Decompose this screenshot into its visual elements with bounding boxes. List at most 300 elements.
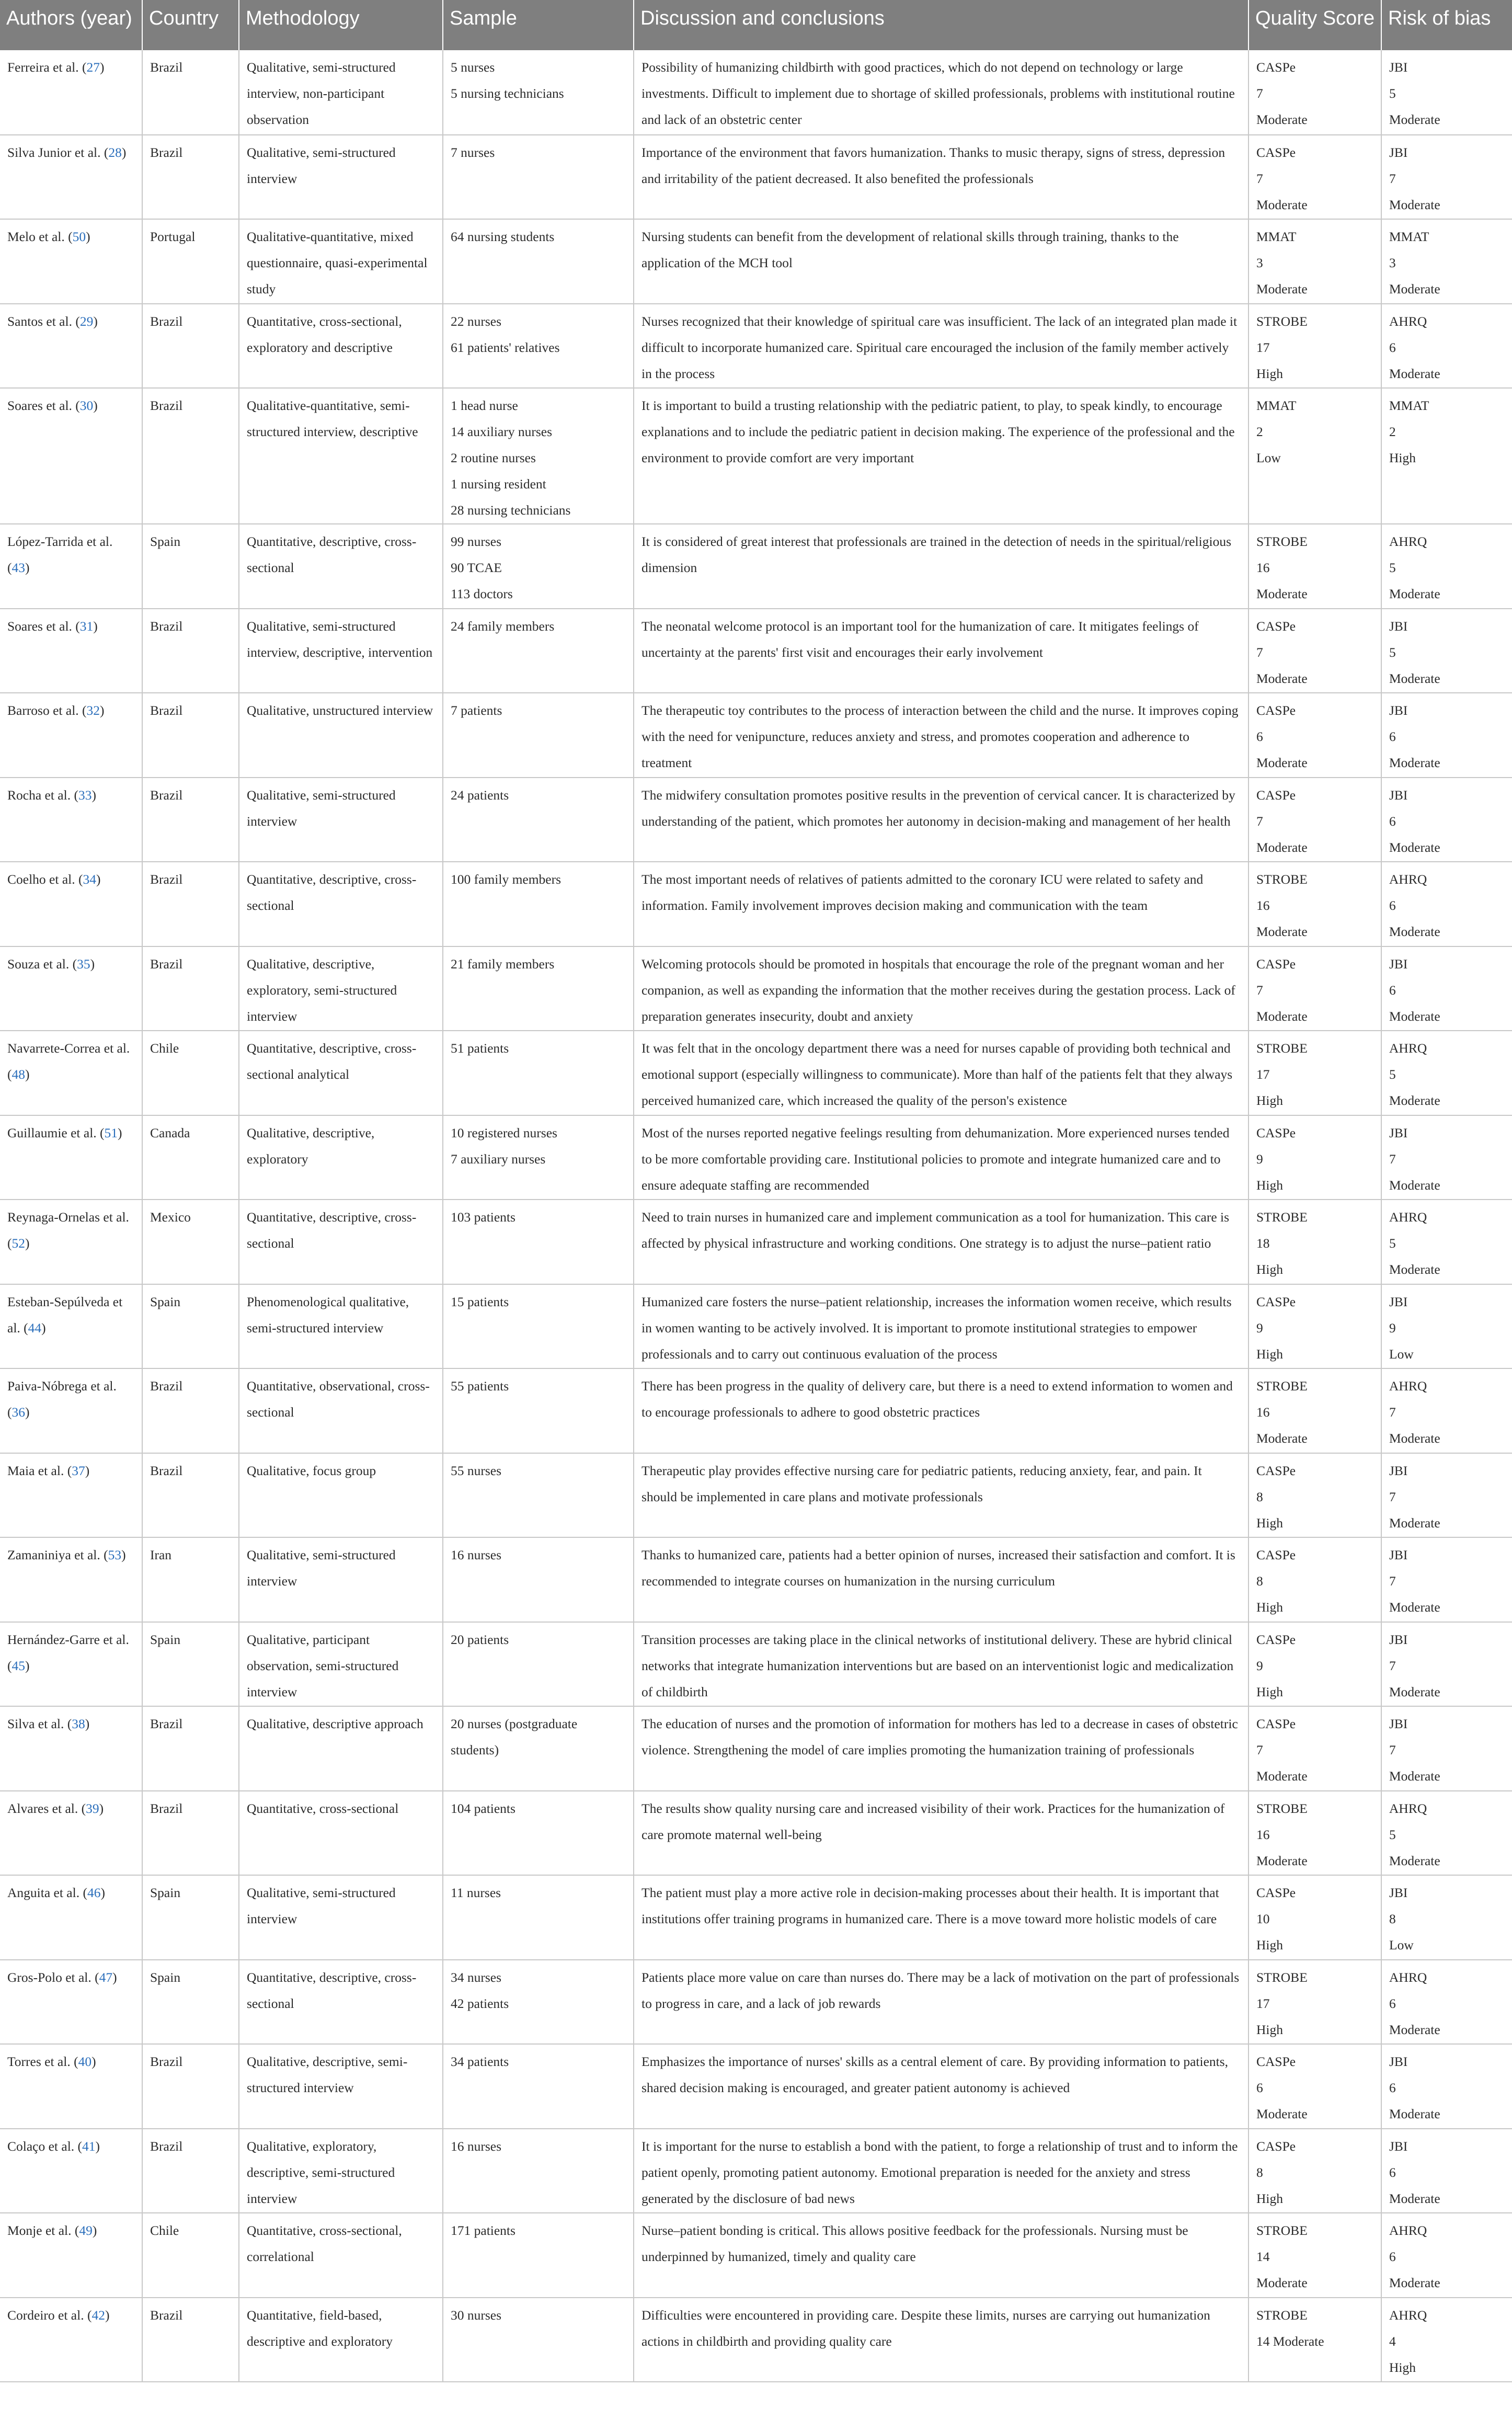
country-cell: Iran: [142, 1537, 239, 1622]
table-row: [0, 1960, 1512, 2045]
country-cell: Chile: [142, 2213, 239, 2298]
discussion-cell: It is important to build a trusting relationship with the pediatric patient, to play, to speak kindly, to encourage explanations and to include the pediatric patient in decision making. The experience of the professional and the environment to provide comfort are very important: [634, 388, 1248, 524]
sample-cell: 16 nurses: [443, 1537, 634, 1622]
discussion-cell: There has been progress in the quality of delivery care, but there is a need to extend information to women and to encourage professionals to adhere to good obstetric practices: [634, 1368, 1248, 1453]
discussion-cell: Need to train nurses in humanized care and implement communication as a tool for humanization. This care is affected by physical infrastructure and working conditions. One strategy is to adjust the nurse–patient ratio: [634, 1200, 1248, 1284]
sample-cell: 22 nurses 61 patients' relatives: [443, 304, 634, 389]
author-close-paren: ): [121, 1547, 126, 1562]
discussion-cell: The midwifery consultation promotes positive results in the prevention of cervical cancer. It is characterized by understanding of the patient, which promotes her autonomy in decision-making and management of her health: [634, 778, 1248, 862]
table-row: [0, 135, 1512, 220]
sample-cell: 24 patients: [443, 778, 634, 862]
author-name: Cordeiro et al. (: [7, 2307, 92, 2323]
table-row: [0, 304, 1512, 389]
author-close-paren: ): [25, 560, 30, 575]
reference-link[interactable]: 42: [91, 2307, 105, 2323]
country-cell: Brazil: [142, 1368, 239, 1453]
risk-of-bias-cell: JBI 7 Moderate: [1381, 1115, 1512, 1200]
reference-link[interactable]: 39: [86, 1800, 99, 1816]
quality-score-cell: CASPe 9 High: [1248, 1115, 1381, 1200]
quality-score-cell: STROBE 14 Moderate: [1248, 2298, 1381, 2382]
author-cell: [0, 2213, 142, 2298]
reference-link[interactable]: 41: [82, 2138, 96, 2154]
quality-score-cell: STROBE 17 High: [1248, 304, 1381, 389]
author-cell: [0, 524, 142, 609]
reference-link[interactable]: 45: [12, 1658, 25, 1673]
sample-cell: 20 nurses (postgraduate students): [443, 1706, 634, 1791]
methodology-cell: Qualitative, descriptive, semi-structured interview: [239, 2044, 443, 2129]
author-cell: [0, 1453, 142, 1538]
author-name: López-Tarrida et al. (: [7, 534, 113, 575]
author-name: Soares et al. (: [7, 618, 80, 634]
author-cell: [0, 50, 142, 135]
quality-score-cell: MMAT 3 Moderate: [1248, 219, 1381, 304]
author-cell: [0, 1791, 142, 1876]
author-close-paren: ): [90, 956, 95, 972]
risk-of-bias-cell: AHRQ 7 Moderate: [1381, 1368, 1512, 1453]
risk-of-bias-cell: AHRQ 5 Moderate: [1381, 1031, 1512, 1115]
methodology-cell: Qualitative, semi-structured interview: [239, 1537, 443, 1622]
table-row: [0, 1791, 1512, 1876]
author-cell: [0, 1960, 142, 2045]
table-row: [0, 2129, 1512, 2213]
discussion-cell: Nurses recognized that their knowledge of spiritual care was insufficient. The lack of an integrated plan made it difficult to incorporate humanized care. Spiritual care encouraged the inclusion of the family member actively in the process: [634, 304, 1248, 389]
author-cell: [0, 1200, 142, 1284]
header-country: Country: [142, 0, 239, 50]
quality-score-cell: STROBE 17 High: [1248, 1960, 1381, 2045]
table-row: [0, 862, 1512, 946]
reference-link[interactable]: 38: [72, 1716, 85, 1731]
discussion-cell: It was felt that in the oncology department there was a need for nurses capable of providing both technical and emotional support (especially willingness to communicate). More than half of the patients felt that they always perceived humanized care, which increased the quality of the person's existence: [634, 1031, 1248, 1115]
table-row: [0, 2213, 1512, 2298]
discussion-cell: Thanks to humanized care, patients had a better opinion of nurses, increased their satisfaction and comfort. It is recommended to integrate courses on humanization in the nursing curriculum: [634, 1537, 1248, 1622]
discussion-cell: Therapeutic play provides effective nursing care for pediatric patients, reducing anxiety, fear, and pain. It should be implemented in care plans and motivate professionals: [634, 1453, 1248, 1538]
country-cell: Spain: [142, 1960, 239, 2045]
discussion-cell: Difficulties were encountered in providing care. Despite these limits, nurses are carrying out humanization actions in childbirth and providing quality care: [634, 2298, 1248, 2382]
author-close-paren: ): [100, 703, 105, 718]
reference-link[interactable]: 28: [108, 144, 122, 160]
author-cell: [0, 2044, 142, 2129]
author-close-paren: ): [85, 1716, 90, 1731]
quality-score-cell: CASPe 6 Moderate: [1248, 693, 1381, 778]
author-cell: [0, 2129, 142, 2213]
country-cell: Brazil: [142, 778, 239, 862]
reference-link[interactable]: 50: [72, 229, 86, 244]
table-row: [0, 50, 1512, 135]
discussion-cell: Emphasizes the importance of nurses' skills as a central element of care. By providing information to patients, shared decision making is encouraged, and greater patient autonomy is achieved: [634, 2044, 1248, 2129]
discussion-cell: The patient must play a more active role in decision-making processes about their health. It is important that institutions offer training programs in humanized care. There is a move toward more holistic models of care: [634, 1875, 1248, 1960]
table-row: [0, 219, 1512, 304]
sample-cell: 34 nurses 42 patients: [443, 1960, 634, 2045]
methodology-cell: Qualitative, semi-structured interview, non-participant observation: [239, 50, 443, 135]
country-cell: Brazil: [142, 50, 239, 135]
discussion-cell: The results show quality nursing care and increased visibility of their work. Practices for the humanization of care promote maternal well-being: [634, 1791, 1248, 1876]
header-authors: Authors (year): [0, 0, 142, 50]
author-name: Alvares et al. (: [7, 1800, 86, 1816]
author-close-paren: ): [91, 2054, 96, 2069]
risk-of-bias-cell: JBI 7 Moderate: [1381, 135, 1512, 220]
quality-score-cell: CASPe 7 Moderate: [1248, 609, 1381, 693]
table-row: [0, 693, 1512, 778]
table-row: [0, 609, 1512, 693]
reference-link[interactable]: 27: [86, 60, 100, 75]
country-cell: Spain: [142, 1875, 239, 1960]
table-row: [0, 1622, 1512, 1707]
quality-score-cell: CASPe 10 High: [1248, 1875, 1381, 1960]
risk-of-bias-cell: JBI 6 Moderate: [1381, 2129, 1512, 2213]
header-risk-of-bias: Risk of bias: [1381, 0, 1512, 50]
reference-link[interactable]: 43: [12, 560, 25, 575]
table-row: [0, 1200, 1512, 1284]
methodology-cell: Qualitative, participant observation, semi-structured interview: [239, 1622, 443, 1707]
methodology-cell: Phenomenological qualitative, semi-structured interview: [239, 1284, 443, 1369]
author-name: Barroso et al. (: [7, 703, 87, 718]
header-sample: Sample: [443, 0, 634, 50]
table-row: [0, 946, 1512, 1031]
sample-cell: 21 family members: [443, 946, 634, 1031]
quality-score-cell: STROBE 16 Moderate: [1248, 1791, 1381, 1876]
author-cell: [0, 778, 142, 862]
author-name: Guillaumie et al. (: [7, 1125, 105, 1140]
risk-of-bias-cell: JBI 9 Low: [1381, 1284, 1512, 1369]
sample-cell: 30 nurses: [443, 2298, 634, 2382]
quality-score-cell: CASPe 9 High: [1248, 1622, 1381, 1707]
table-row: [0, 388, 1512, 524]
sample-cell: 55 patients: [443, 1368, 634, 1453]
author-cell: [0, 388, 142, 524]
quality-score-cell: MMAT 2 Low: [1248, 388, 1381, 524]
author-name: Reynaga-Ornelas et al. (: [7, 1209, 129, 1251]
author-cell: [0, 1284, 142, 1369]
quality-score-cell: STROBE 14 Moderate: [1248, 2213, 1381, 2298]
methodology-cell: Qualitative, exploratory, descriptive, semi-structured interview: [239, 2129, 443, 2213]
methodology-cell: Qualitative, unstructured interview: [239, 693, 443, 778]
risk-of-bias-cell: JBI 8 Low: [1381, 1875, 1512, 1960]
author-name: Soares et al. (: [7, 398, 80, 413]
reference-link[interactable]: 32: [86, 703, 100, 718]
quality-score-cell: STROBE 16 Moderate: [1248, 524, 1381, 609]
author-name: Hernández-Garre et al. (: [7, 1631, 129, 1673]
country-cell: Brazil: [142, 693, 239, 778]
country-cell: Brazil: [142, 946, 239, 1031]
discussion-cell: It is important for the nurse to establish a bond with the patient, to forge a relationship of trust and to inform the patient openly, promoting patient autonomy. Emotional preparation is needed for the anxiety and stress generated by the disclosure of bad news: [634, 2129, 1248, 2213]
author-close-paren: ): [86, 229, 90, 244]
country-cell: Mexico: [142, 1200, 239, 1284]
country-cell: Brazil: [142, 2129, 239, 2213]
author-cell: [0, 1875, 142, 1960]
author-name: Melo et al. (: [7, 229, 73, 244]
quality-score-cell: CASPe 7 Moderate: [1248, 1706, 1381, 1791]
author-close-paren: ): [99, 1800, 104, 1816]
methodology-cell: Qualitative, semi-structured interview: [239, 135, 443, 220]
author-cell: [0, 862, 142, 946]
discussion-cell: Humanized care fosters the nurse–patient relationship, increases the information women receive, which results in women wanting to be actively involved. It is important to promote institutional strategies to empower professionals and to carry out continuous evaluation of the process: [634, 1284, 1248, 1369]
reference-link[interactable]: 35: [77, 956, 90, 972]
table-row: [0, 1875, 1512, 1960]
quality-score-cell: CASPe 8 High: [1248, 2129, 1381, 2213]
risk-of-bias-cell: MMAT 3 Moderate: [1381, 219, 1512, 304]
risk-of-bias-cell: JBI 7 Moderate: [1381, 1622, 1512, 1707]
risk-of-bias-cell: JBI 5 Moderate: [1381, 609, 1512, 693]
country-cell: Spain: [142, 1284, 239, 1369]
author-close-paren: ): [96, 872, 101, 887]
sample-cell: 55 nurses: [443, 1453, 634, 1538]
risk-of-bias-cell: AHRQ 5 Moderate: [1381, 524, 1512, 609]
author-close-paren: ): [100, 1885, 105, 1900]
quality-score-cell: CASPe 7 Moderate: [1248, 135, 1381, 220]
table-row: [0, 1115, 1512, 1200]
risk-of-bias-cell: JBI 6 Moderate: [1381, 778, 1512, 862]
risk-of-bias-cell: JBI 6 Moderate: [1381, 693, 1512, 778]
reference-link[interactable]: 49: [79, 2223, 93, 2238]
sample-cell: 7 nurses: [443, 135, 634, 220]
sample-cell: 11 nurses: [443, 1875, 634, 1960]
methodology-cell: Quantitative, descriptive, cross-sectional analytical: [239, 1031, 443, 1115]
reference-link[interactable]: 30: [79, 398, 94, 413]
author-name: Monje et al. (: [7, 2223, 79, 2238]
author-name: Zamaniniya et al. (: [7, 1547, 108, 1562]
reference-link[interactable]: 31: [79, 618, 94, 634]
methodology-cell: Quantitative, cross-sectional, correlational: [239, 2213, 443, 2298]
country-cell: Canada: [142, 1115, 239, 1200]
author-close-paren: ): [105, 2307, 110, 2323]
reference-link[interactable]: 40: [78, 2054, 92, 2069]
sample-cell: 20 patients: [443, 1622, 634, 1707]
discussion-cell: The education of nurses and the promotion of information for mothers has led to a decrease in cases of obstetric violence. Strengthening the model of care implies promoting the humanization training of professionals: [634, 1706, 1248, 1791]
quality-score-cell: CASPe 9 High: [1248, 1284, 1381, 1369]
author-cell: [0, 304, 142, 389]
discussion-cell: The most important needs of relatives of patients admitted to the coronary ICU were related to safety and information. Family involvement improves decision making and communication with the team: [634, 862, 1248, 946]
author-cell: [0, 1031, 142, 1115]
table-body: [0, 50, 1512, 2382]
author-close-paren: ): [93, 398, 98, 413]
risk-of-bias-cell: JBI 7 Moderate: [1381, 1537, 1512, 1622]
reference-link[interactable]: 48: [12, 1067, 25, 1082]
quality-score-cell: CASPe 6 Moderate: [1248, 2044, 1381, 2129]
sample-cell: 1 head nurse 14 auxiliary nurses 2 routine nurses 1 nursing resident 28 nursing technicians: [443, 388, 634, 524]
table-row: [0, 1284, 1512, 1369]
methodology-cell: Qualitative, semi-structured interview, descriptive, intervention: [239, 609, 443, 693]
author-cell: [0, 693, 142, 778]
sample-cell: 7 patients: [443, 693, 634, 778]
discussion-cell: Nurse–patient bonding is critical. This allows positive feedback for the professionals. Nursing must be underpinned by humanized, timely and quality care: [634, 2213, 1248, 2298]
author-name: Coelho et al. (: [7, 872, 83, 887]
discussion-cell: Most of the nurses reported negative feelings resulting from dehumanization. More experienced nurses tended to be more comfortable providing care. Institutional policies to promote and integrate humanized care and to ensure adequate staffing are recommended: [634, 1115, 1248, 1200]
risk-of-bias-cell: JBI 7 Moderate: [1381, 1453, 1512, 1538]
author-close-paren: ): [95, 2138, 100, 2154]
discussion-cell: Possibility of humanizing childbirth with good practices, which do not depend on technology or large investments. Difficult to implement due to shortage of skilled professionals, problems with institutional routine and lack of an obstetric center: [634, 50, 1248, 135]
header-discussion: Discussion and conclusions: [634, 0, 1248, 50]
author-name: Paiva-Nóbrega et al. (: [7, 1378, 117, 1420]
author-close-paren: ): [92, 2223, 97, 2238]
sample-cell: 10 registered nurses 7 auxiliary nurses: [443, 1115, 634, 1200]
methodology-cell: Quantitative, descriptive, cross-sectional: [239, 1200, 443, 1284]
table-row: [0, 778, 1512, 862]
author-close-paren: ): [118, 1125, 122, 1140]
quality-score-cell: CASPe 7 Moderate: [1248, 946, 1381, 1031]
sample-cell: 5 nurses 5 nursing technicians: [443, 50, 634, 135]
methodology-cell: Quantitative, descriptive, cross-sectional: [239, 524, 443, 609]
quality-score-cell: STROBE 16 Moderate: [1248, 862, 1381, 946]
table-row: [0, 2298, 1512, 2382]
discussion-cell: Patients place more value on care than nurses do. There may be a lack of motivation on the part of professionals to progress in care, and a lack of job rewards: [634, 1960, 1248, 2045]
methodology-cell: Qualitative-quantitative, semi-structured interview, descriptive: [239, 388, 443, 524]
sample-cell: 15 patients: [443, 1284, 634, 1369]
country-cell: Brazil: [142, 2044, 239, 2129]
author-name: Souza et al. (: [7, 956, 77, 972]
methodology-cell: Quantitative, cross-sectional: [239, 1791, 443, 1876]
risk-of-bias-cell: MMAT 2 High: [1381, 388, 1512, 524]
country-cell: Brazil: [142, 609, 239, 693]
methodology-cell: Qualitative, semi-structured interview: [239, 778, 443, 862]
methodology-cell: Quantitative, observational, cross-sectional: [239, 1368, 443, 1453]
methodology-cell: Qualitative, descriptive, exploratory, semi-structured interview: [239, 946, 443, 1031]
country-cell: Brazil: [142, 304, 239, 389]
author-name: Santos et al. (: [7, 313, 80, 329]
reference-link[interactable]: 29: [79, 313, 94, 329]
risk-of-bias-cell: AHRQ 6 Moderate: [1381, 304, 1512, 389]
author-cell: [0, 1622, 142, 1707]
reference-link[interactable]: 53: [108, 1547, 122, 1562]
sample-cell: 171 patients: [443, 2213, 634, 2298]
author-name: Torres et al. (: [7, 2054, 78, 2069]
author-cell: [0, 1368, 142, 1453]
author-name: Rocha et al. (: [7, 787, 78, 803]
country-cell: Brazil: [142, 1453, 239, 1538]
header-methodology: Methodology: [239, 0, 443, 50]
sample-cell: 103 patients: [443, 1200, 634, 1284]
table-row: [0, 1706, 1512, 1791]
reference-link[interactable]: 33: [78, 787, 92, 803]
risk-of-bias-cell: AHRQ 4 High: [1381, 2298, 1512, 2382]
author-close-paren: ): [93, 618, 98, 634]
author-name: Anguita et al. (: [7, 1885, 87, 1900]
quality-score-cell: STROBE 16 Moderate: [1248, 1368, 1381, 1453]
author-name: Esteban-Sepúlveda et al. (: [7, 1294, 123, 1335]
reference-link[interactable]: 37: [72, 1463, 85, 1478]
risk-of-bias-cell: JBI 6 Moderate: [1381, 2044, 1512, 2129]
author-cell: [0, 2298, 142, 2382]
author-cell: [0, 1537, 142, 1622]
table-row: [0, 2044, 1512, 2129]
reference-link[interactable]: 47: [99, 1969, 113, 1985]
author-cell: [0, 219, 142, 304]
author-name: Colaço et al. (: [7, 2138, 83, 2154]
risk-of-bias-cell: AHRQ 6 Moderate: [1381, 2213, 1512, 2298]
discussion-cell: Welcoming protocols should be promoted in hospitals that encourage the role of the pregnant woman and her companion, as well as expanding the information that the mother receives during the gestation process. Lack of preparation generates insecurity, doubt and anxiety: [634, 946, 1248, 1031]
methodology-cell: Qualitative-quantitative, mixed questionnaire, quasi-experimental study: [239, 219, 443, 304]
reference-link[interactable]: 51: [104, 1125, 118, 1140]
author-close-paren: ): [25, 1067, 30, 1082]
author-name: Silva Junior et al. (: [7, 144, 109, 160]
author-close-paren: ): [121, 144, 127, 160]
country-cell: Spain: [142, 1622, 239, 1707]
sample-cell: 99 nurses 90 TCAE 113 doctors: [443, 524, 634, 609]
table-row: [0, 1031, 1512, 1115]
methodology-cell: Quantitative, field-based, descriptive and exploratory: [239, 2298, 443, 2382]
author-close-paren: ): [100, 60, 105, 75]
reference-link[interactable]: 44: [28, 1320, 42, 1335]
author-name: Silva et al. (: [7, 1716, 72, 1731]
author-name: Gros-Polo et al. (: [7, 1969, 99, 1985]
sample-cell: 34 patients: [443, 2044, 634, 2129]
country-cell: Brazil: [142, 1791, 239, 1876]
discussion-cell: Importance of the environment that favors humanization. Thanks to music therapy, signs of stress, depression and irritability of the patient decreased. It also benefited the professionals: [634, 135, 1248, 220]
methodology-cell: Quantitative, descriptive, cross-sectional: [239, 1960, 443, 2045]
methodology-cell: Quantitative, cross-sectional, exploratory and descriptive: [239, 304, 443, 389]
author-close-paren: ): [112, 1969, 117, 1985]
author-cell: [0, 135, 142, 220]
author-close-paren: ): [85, 1463, 90, 1478]
discussion-cell: The therapeutic toy contributes to the process of interaction between the child and the nurse. It improves coping with the need for venipuncture, reduces anxiety and stress, and promotes cooperation and adherence to treatment: [634, 693, 1248, 778]
header-quality-score: Quality Score: [1248, 0, 1381, 50]
quality-score-cell: CASPe 8 High: [1248, 1537, 1381, 1622]
sample-cell: 100 family members: [443, 862, 634, 946]
quality-score-cell: CASPe 7 Moderate: [1248, 778, 1381, 862]
country-cell: Brazil: [142, 2298, 239, 2382]
author-close-paren: ): [41, 1320, 46, 1335]
discussion-cell: It is considered of great interest that professionals are trained in the detection of needs in the spiritual/religious dimension: [634, 524, 1248, 609]
methodology-cell: Quantitative, descriptive, cross-sectional: [239, 862, 443, 946]
author-close-paren: ): [25, 1405, 30, 1420]
reference-link[interactable]: 34: [83, 872, 96, 887]
sample-cell: 64 nursing students: [443, 219, 634, 304]
methodology-cell: Qualitative, focus group: [239, 1453, 443, 1538]
country-cell: Brazil: [142, 388, 239, 524]
discussion-cell: The neonatal welcome protocol is an important tool for the humanization of care. It mitigates feelings of uncertainty at the parents' first visit and encourages their early involvement: [634, 609, 1248, 693]
risk-of-bias-cell: JBI 5 Moderate: [1381, 50, 1512, 135]
table-row: [0, 1368, 1512, 1453]
methodology-cell: Qualitative, descriptive approach: [239, 1706, 443, 1791]
methodology-cell: Qualitative, semi-structured interview: [239, 1875, 443, 1960]
author-name: Maia et al. (: [7, 1463, 72, 1478]
table-row: [0, 1537, 1512, 1622]
sample-cell: 24 family members: [443, 609, 634, 693]
discussion-cell: Transition processes are taking place in the clinical networks of institutional delivery. These are hybrid clinical networks that integrate humanization interventions but are based on an interventionist logic and medicalization of childbirth: [634, 1622, 1248, 1707]
quality-score-cell: CASPe 8 High: [1248, 1453, 1381, 1538]
country-cell: Brazil: [142, 862, 239, 946]
sample-cell: 51 patients: [443, 1031, 634, 1115]
risk-of-bias-cell: AHRQ 5 Moderate: [1381, 1791, 1512, 1876]
country-cell: Spain: [142, 524, 239, 609]
author-name: Navarrete-Correa et al. (: [7, 1041, 130, 1082]
reference-link[interactable]: 46: [87, 1885, 101, 1900]
risk-of-bias-cell: JBI 7 Moderate: [1381, 1706, 1512, 1791]
author-close-paren: ): [91, 787, 96, 803]
author-close-paren: ): [25, 1658, 30, 1673]
author-cell: [0, 946, 142, 1031]
reference-link[interactable]: 52: [12, 1236, 25, 1251]
author-name: Ferreira et al. (: [7, 60, 87, 75]
author-cell: [0, 1115, 142, 1200]
reference-link[interactable]: 36: [12, 1405, 25, 1420]
country-cell: Chile: [142, 1031, 239, 1115]
country-cell: Brazil: [142, 135, 239, 220]
quality-score-cell: CASPe 7 Moderate: [1248, 50, 1381, 135]
country-cell: Brazil: [142, 1706, 239, 1791]
methodology-cell: Qualitative, descriptive, exploratory: [239, 1115, 443, 1200]
risk-of-bias-cell: AHRQ 6 Moderate: [1381, 862, 1512, 946]
author-cell: [0, 609, 142, 693]
table-row: [0, 1453, 1512, 1538]
table-header: [0, 0, 1512, 50]
risk-of-bias-cell: JBI 6 Moderate: [1381, 946, 1512, 1031]
quality-score-cell: STROBE 18 High: [1248, 1200, 1381, 1284]
author-close-paren: ): [25, 1236, 30, 1251]
discussion-cell: Nursing students can benefit from the development of relational skills through training, thanks to the application of the MCH tool: [634, 219, 1248, 304]
author-close-paren: ): [93, 313, 98, 329]
quality-score-cell: STROBE 17 High: [1248, 1031, 1381, 1115]
author-cell: [0, 1706, 142, 1791]
